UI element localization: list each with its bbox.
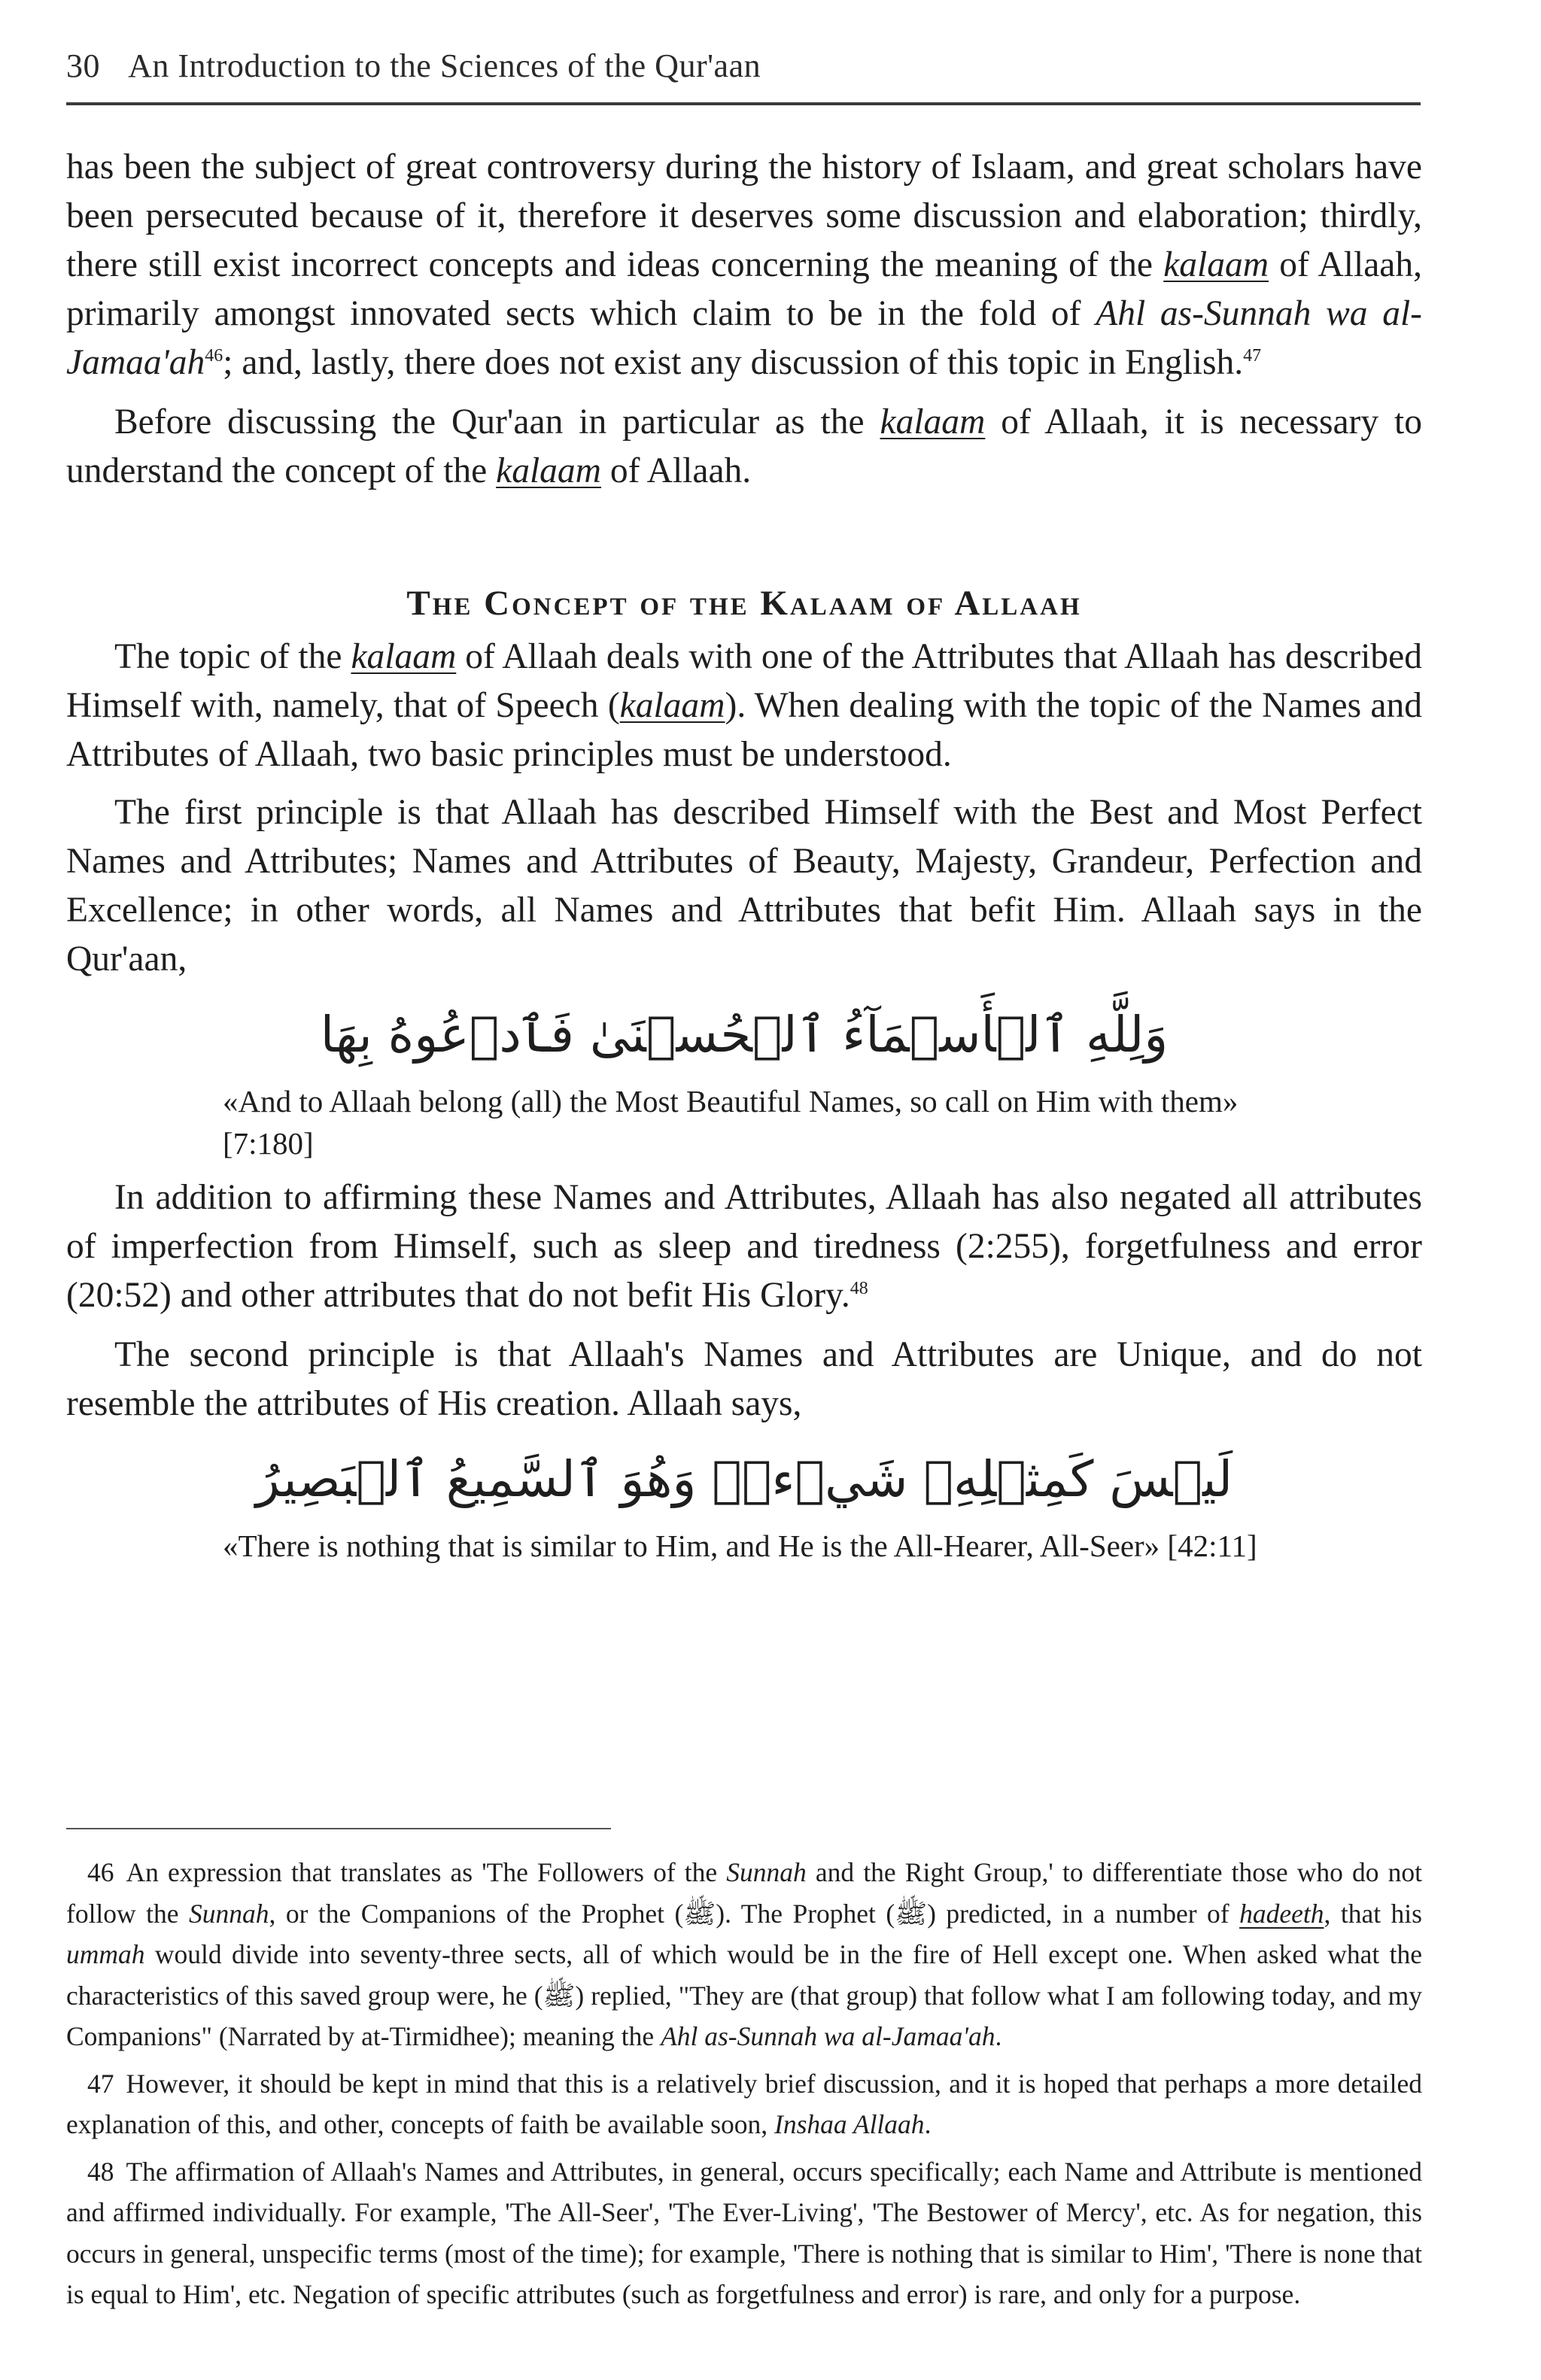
text-span: Before discussing the Qur'aan in particular as the (114, 402, 880, 442)
main-text (66, 143, 1422, 1567)
text-span: of Allaah deals with one of the Attributes that Allaah has described Himself with, namely, that of Speech ( (66, 637, 1422, 725)
text-span: ; and, lastly, there does not exist any discussion of this topic in English. (223, 343, 1244, 382)
text-span: . (924, 2109, 932, 2139)
footnote-separator (66, 1828, 611, 1829)
text-span: ). When dealing with the topic of the Names and Attributes of Allaah, two basic principles must be understood. (66, 686, 1422, 774)
text-span: has been the subject of great controversy during the history of Islaam, and great scholars have been persecuted because of it, therefore it deserves some discussion and elaboration; thirdly, there still exist incorrect concepts and ideas concerning the meaning of the (66, 147, 1422, 284)
quran-verse-arabic-2: لَيۡسَ كَمِثۡلِهِۦ شَيۡءٞۖ وَهُوَ ٱلسَّمِيعُ ٱلۡبَصِيرُ (255, 1450, 1233, 1508)
paragraph-4: The first principle is that Allaah has described Himself with the Best and Most Perfect Names and Attributes; Names and Attributes of Beauty, Majesty, Grandeur, Perfection and Excellence; in other words, all Names and Attributes that befit Him. Allaah says in the Qur'aan, (66, 793, 1422, 979)
running-header (66, 47, 1421, 85)
footnotes (66, 1852, 1422, 2315)
footnote-number: 47 (87, 2068, 114, 2099)
paragraph-5 (66, 1173, 1422, 1320)
term-ahl-as-sunnah: Ahl as-Sunnah wa al-Jamaa'ah (661, 2021, 995, 2051)
text-span: of Allaah, it is necessary to understand the concept of the (66, 402, 1422, 490)
term-kalaam: kalaam (496, 451, 601, 490)
quran-verse-arabic-1: وَلِلَّهِ ٱلۡأَسۡمَآءُ ٱلۡحُسۡنَىٰ فَٱدۡعُوهُ بِهَا (320, 1006, 1169, 1064)
term-kalaam: kalaam (1163, 245, 1269, 284)
term-inshaa-allaah: Inshaa Allaah (774, 2109, 925, 2139)
text-span: and the Right Group,' to differentiate those who do not follow the (66, 1857, 1422, 1929)
footnote-48 (66, 2151, 1422, 2315)
paragraph-2 (66, 398, 1422, 496)
text-span: , that his (1324, 1898, 1422, 1929)
term-sunnah: Sunnah (726, 1857, 807, 1887)
term-hadeeth: hadeeth (1239, 1898, 1324, 1929)
book-title: An Introduction to the Sciences of the Qur'aan (128, 47, 761, 84)
text-span: of Allaah, primarily amongst innovated sects which claim to be in the fold of (66, 245, 1422, 333)
verse-translation-1: «And to Allaah belong (all) the Most Beautiful Names, so call on Him with them» [7:180] (223, 1084, 1239, 1161)
footnote-ref-48: 48 (850, 1279, 868, 1299)
header-rule (66, 102, 1421, 105)
term-kalaam: kalaam (351, 637, 457, 676)
text-span: However, it should be kept in mind that this is a relatively brief discussion, and it is hoped that perhaps a more detailed explanation of this, and other, concepts of faith be available soon, (66, 2068, 1422, 2139)
text-span: of Allaah. (600, 451, 752, 490)
verse-translation-2: «There is nothing that is similar to Him, and He is the All-Hearer, All-Seer» [42:11] (223, 1528, 1257, 1563)
term-sunnah: Sunnah (189, 1898, 269, 1929)
page-number: 30 (66, 47, 100, 84)
term-ummah: ummah (66, 1939, 145, 1969)
text-span: An expression that translates as 'The Followers of the (126, 1857, 727, 1887)
paragraph-6: The second principle is that Allaah's Names and Attributes are Unique, and do not resemble the attributes of His creation. Allaah says, (66, 1335, 1422, 1423)
section-heading: The Concept of the Kalaam of Allaah (406, 584, 1082, 623)
text-span: . (995, 2021, 1002, 2051)
footnote-47 (66, 2063, 1422, 2145)
paragraph-1 (66, 143, 1422, 387)
text-span: The topic of the (114, 637, 351, 676)
term-kalaam: kalaam (880, 402, 986, 442)
footnote-number: 46 (87, 1857, 114, 1887)
text-span: In addition to affirming these Names and Attributes, Allaah has also negated all attributes of imperfection from Himself, such as sleep and tiredness (2:255), forgetfulness and error (20:52) and other attributes that do not befit His Glory. (66, 1178, 1422, 1315)
text-span: The affirmation of Allaah's Names and Attributes, in general, occurs specifically; each Name and Attribute is mentioned and affirmed individually. For example, 'The All-Seer', 'The Ever-Living', 'The Bestower of Mercy', etc. As for negation, this occurs in general, unspecific terms (most of the time); for example, 'There is nothing that is similar to Him', 'There is none that is equal to Him', etc. Negation of specific attributes (such as forgetfulness and error) is rare, and only for a purpose. (66, 2156, 1422, 2309)
footnote-ref-46: 46 (205, 346, 223, 366)
text-span: would divide into seventy-three sects, all of which would be in the fire of Hell except one. When asked what the characteristics of this saved group were, he (ﷺ) replied, "They are (that group) that follow what I am following today, and my Companions" (Narrated by at-Tirmidhee); meaning the (66, 1939, 1422, 2051)
term-ahl-as-sunnah: Ahl as-Sunnah wa al-Jamaa'ah (66, 294, 1422, 382)
text-span: , or the Companions of the Prophet (ﷺ). The Prophet (ﷺ) predicted, in a number of (269, 1898, 1240, 1929)
term-kalaam: kalaam (619, 686, 725, 725)
footnote-46 (66, 1852, 1422, 2057)
paragraph-3 (66, 633, 1422, 779)
footnote-number: 48 (87, 2156, 114, 2187)
footnote-ref-47: 47 (1243, 346, 1262, 366)
